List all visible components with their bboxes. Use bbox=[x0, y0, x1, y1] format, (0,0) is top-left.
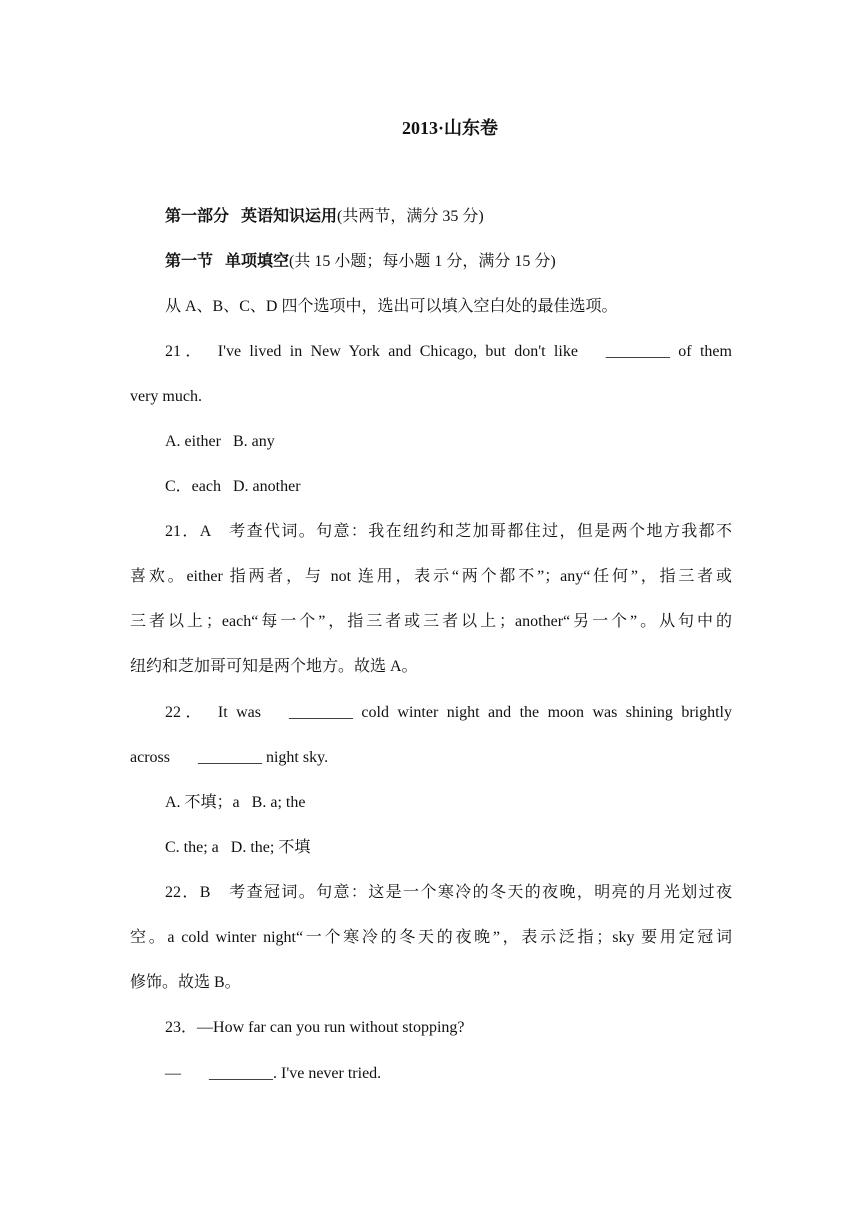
q22-stem-line2 bbox=[130, 746, 732, 770]
q22-stem-d: ________ night sky. bbox=[197, 749, 329, 766]
q23-stem-a: —How far can you run without stopping? bbox=[197, 1019, 465, 1036]
q21-options-ab bbox=[165, 430, 732, 454]
part-name: 英语知识运用 bbox=[241, 208, 338, 225]
q21-option-c: C．each bbox=[165, 478, 221, 495]
q22-stem-c: across bbox=[130, 749, 170, 766]
q22-answer-line2: 空。a cold winter night“一个寒冷的冬天的夜晚”，表示泛指；sky 要用定冠词 bbox=[130, 929, 732, 946]
q22-option-c: C. the; a bbox=[165, 839, 219, 856]
q23-number: 23． bbox=[165, 1019, 198, 1036]
q21-number: 21． bbox=[165, 343, 206, 360]
part-note: (共两节，满分 35 分) bbox=[337, 208, 484, 225]
q21-answer-line3: 三者以上；each“每一个”，指三者或三者以上；another“另一个”。从句中的 bbox=[130, 613, 732, 630]
q23-dash: — bbox=[165, 1065, 181, 1082]
q21-stem-line2: very much. bbox=[130, 388, 202, 405]
q21-option-a: A. either bbox=[165, 433, 221, 450]
q23-stem-line2 bbox=[165, 1062, 732, 1086]
q21-answer-line4: 纽约和芝加哥可知是两个地方。故选 A。 bbox=[130, 658, 418, 675]
q22-option-d: D. the; 不填 bbox=[230, 839, 311, 856]
q21-option-d: D. another bbox=[232, 478, 301, 495]
q22-option-a: A. 不填；a bbox=[165, 794, 240, 811]
section-heading bbox=[165, 250, 732, 274]
q21-answer-line1: 21．A 考查代词。句意：我在纽约和芝加哥都住过，但是两个地方我都不 bbox=[165, 523, 732, 540]
q23-stem-line1 bbox=[165, 1016, 732, 1040]
q21-stem-b: ________ of them bbox=[605, 343, 732, 360]
q21-option-b: B. any bbox=[232, 433, 275, 450]
section-note: (共 15 小题；每小题 1 分，满分 15 分) bbox=[289, 253, 556, 270]
part-label: 第一部分 bbox=[165, 208, 230, 225]
q21-stem-line1 bbox=[165, 340, 732, 364]
q22-options-cd bbox=[165, 836, 732, 860]
q21-stem-a: I've lived in New York and Chicago, but don't like bbox=[217, 343, 578, 360]
section-label: 第一节 bbox=[165, 253, 214, 270]
q21-answer-line2: 喜欢。either 指两者，与 not 连用，表示“两个都不”；any“任何”，指三者或 bbox=[130, 568, 732, 585]
q22-stem-b: ________ cold winter night and the moon was shining brightly bbox=[288, 704, 732, 721]
instruction-text: 从 A、B、C、D 四个选项中，选出可以填入空白处的最佳选项。 bbox=[165, 298, 618, 315]
page-title: 2013·山东卷 bbox=[401, 118, 498, 138]
part-heading bbox=[165, 205, 732, 229]
q22-answer-line1: 22．B 考查冠词。句意：这是一个寒冷的冬天的夜晚，明亮的月光划过夜 bbox=[165, 884, 732, 901]
q21-options-cd bbox=[165, 475, 732, 499]
q22-option-b: B. a; the bbox=[251, 794, 306, 811]
q22-stem-a: It was bbox=[217, 704, 261, 721]
q22-number: 22． bbox=[165, 704, 206, 721]
section-name: 单项填空 bbox=[225, 253, 290, 270]
q22-stem-line1 bbox=[165, 701, 732, 725]
q23-stem-b: ________. I've never tried. bbox=[209, 1065, 382, 1082]
q22-answer-line3: 修饰。故选 B。 bbox=[130, 974, 241, 991]
q22-options-ab bbox=[165, 791, 732, 815]
